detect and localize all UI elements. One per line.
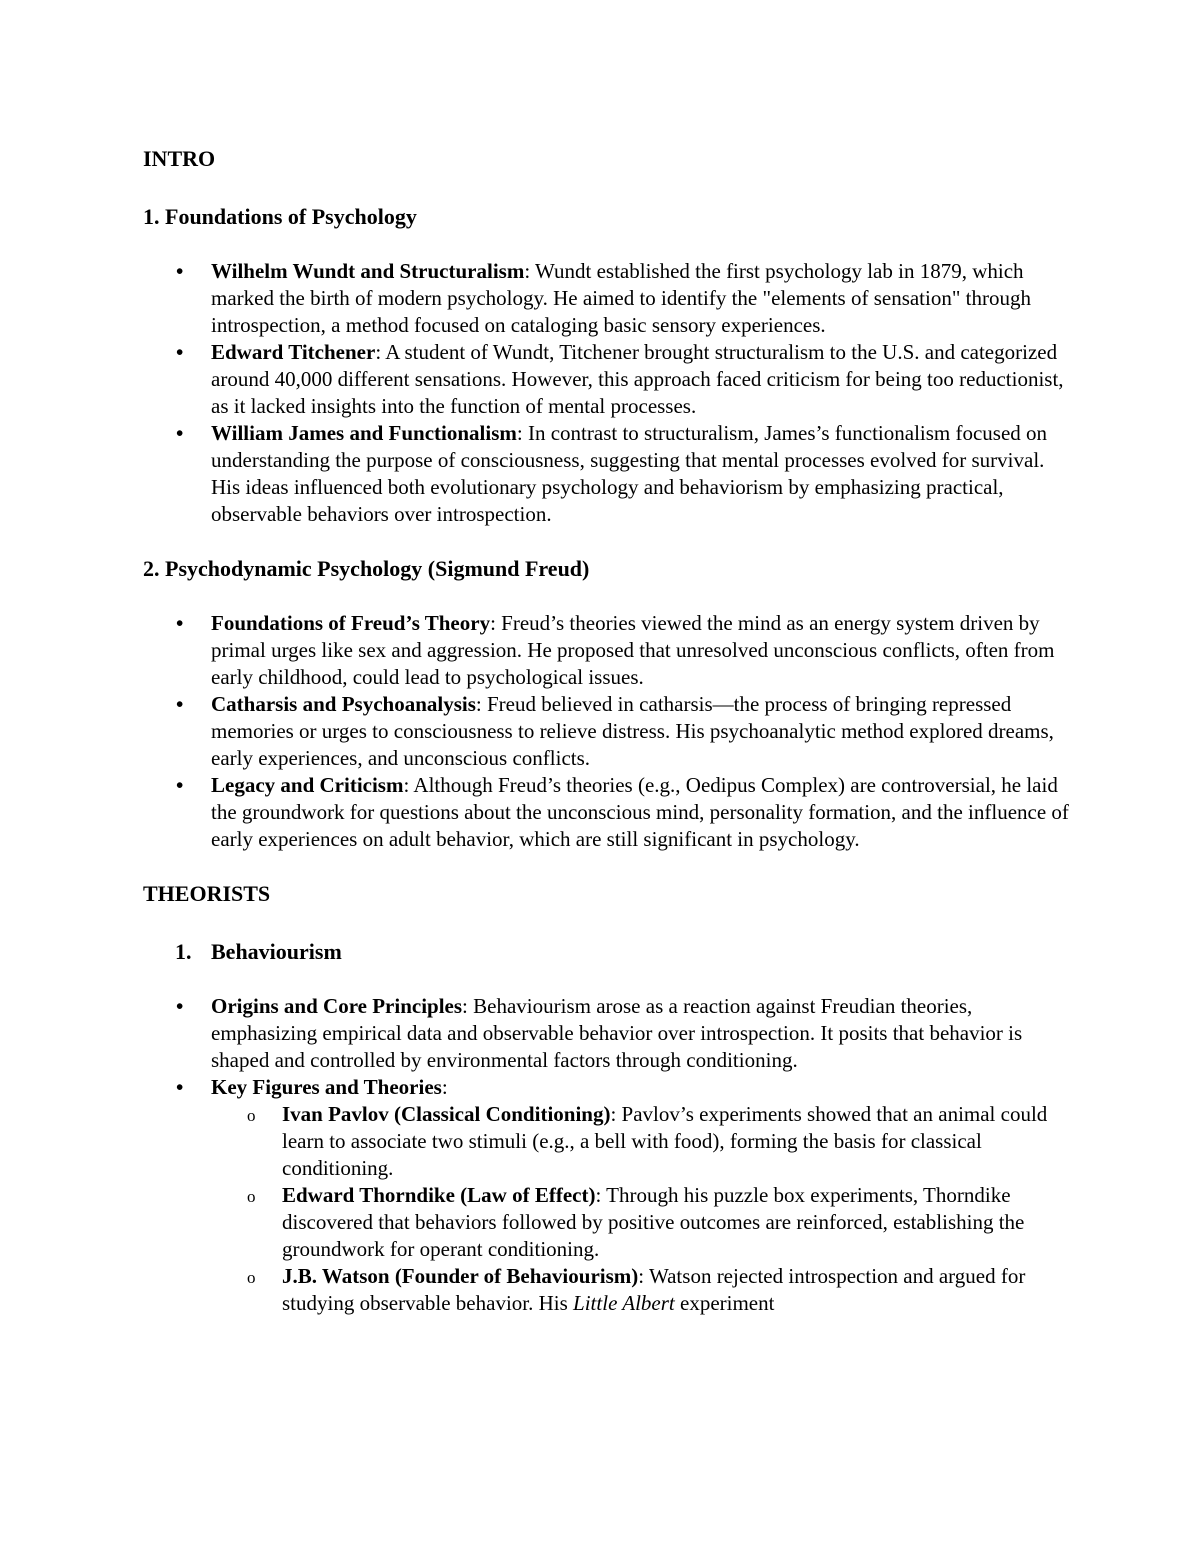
list-item <box>143 339 1073 420</box>
list-item <box>143 772 1073 853</box>
text-freud-foundations: : Freud’s theories viewed the mind as an energy system driven by primal urges like sex and aggression. He proposed that unresolved unconscious conflicts, often from early childhood, could lead to psychological issues. <box>211 611 1055 689</box>
document-content <box>143 144 1073 1317</box>
bullet-icon: • <box>176 773 184 797</box>
sub-bullet-icon: o <box>247 1187 256 1206</box>
sub-list-item <box>211 1263 1073 1317</box>
section-title-foundations: 1. Foundations of Psychology <box>143 204 417 229</box>
bullet-icon: • <box>176 259 184 283</box>
text-little-albert: Little Albert <box>573 1291 675 1315</box>
bullet-icon: • <box>176 421 184 445</box>
term-titchener: Edward Titchener <box>211 340 376 364</box>
bullet-icon: • <box>176 340 184 364</box>
text-origins: : Behaviourism arose as a reaction against Freudian theories, emphasizing empirical data and observable behavior over introspection. It posits that behavior is shaped and controlled by environmental factors through conditioning. <box>211 994 1023 1072</box>
bullet-icon: • <box>176 994 184 1018</box>
text-pavlov: : Pavlov’s experiments showed that an animal could learn to associate two stimuli (e.g., a bell with food), forming the basis for classical conditioning. <box>282 1102 1048 1180</box>
text-watson-after: experiment <box>674 1291 775 1315</box>
section-title-behaviourism <box>143 937 1073 967</box>
section-number: 1. <box>175 939 192 964</box>
term-catharsis: Catharsis and Psychoanalysis <box>211 692 476 716</box>
theorists-heading: THEORISTS <box>143 881 271 906</box>
term-origins: Origins and Core Principles <box>211 994 463 1018</box>
section-name: Behaviourism <box>211 939 342 964</box>
term-pavlov: Ivan Pavlov (Classical Conditioning) <box>282 1102 611 1126</box>
sub-list-item <box>211 1182 1073 1263</box>
text-james: : In contrast to structuralism, James’s functionalism focused on understanding the purpose of consciousness, suggesting that mental processes evolved for survival. His ideas influenced both evolutionary psychology and behaviorism by emphasizing practical, observable behaviors over introspection. <box>211 421 1048 526</box>
term-freud-foundations: Foundations of Freud’s Theory <box>211 611 491 635</box>
term-james: William James and Functionalism <box>211 421 517 445</box>
term-thorndike: Edward Thorndike (Law of Effect) <box>282 1183 596 1207</box>
text-key-figures: : <box>441 1075 448 1099</box>
term-watson: J.B. Watson (Founder of Behaviourism) <box>282 1264 639 1288</box>
text-titchener: : A student of Wundt, Titchener brought structuralism to the U.S. and categorized around 40,000 different sensations. However, this approach faced criticism for being too reductionist, as it lacked insights into the function of mental processes. <box>211 340 1064 418</box>
bullet-icon: • <box>176 692 184 716</box>
list-item <box>143 691 1073 772</box>
psychodynamic-list <box>143 610 1073 853</box>
intro-heading: INTRO <box>143 146 216 171</box>
behaviourism-list <box>143 993 1073 1317</box>
text-catharsis: : Freud believed in catharsis—the process of bringing repressed memories or urges to consciousness to relieve distress. His psychoanalytic method explored dreams, early experiences, and unconscious conflicts. <box>211 692 1054 770</box>
term-key-figures: Key Figures and Theories <box>211 1075 442 1099</box>
bullet-icon: • <box>176 611 184 635</box>
list-item <box>143 610 1073 691</box>
term-legacy: Legacy and Criticism <box>211 773 404 797</box>
bullet-icon: • <box>176 1075 184 1099</box>
list-item <box>143 258 1073 339</box>
list-item <box>143 1074 1073 1317</box>
sub-bullet-icon: o <box>247 1268 256 1287</box>
foundations-list <box>143 258 1073 528</box>
sub-list-item <box>211 1101 1073 1182</box>
text-wundt: : Wundt established the first psychology lab in 1879, which marked the birth of modern psychology. He aimed to identify the "elements of sensation" through introspection, a method focused on cataloging basic sensory experiences. <box>211 259 1032 337</box>
list-item <box>143 993 1073 1074</box>
key-figures-sublist <box>143 1101 1073 1317</box>
text-thorndike: : Through his puzzle box experiments, Thorndike discovered that behaviors followed by positive outcomes are reinforced, establishing the groundwork for operant conditioning. <box>282 1183 1025 1261</box>
text-watson: : Watson rejected introspection and argued for studying observable behavior. His <box>282 1264 1026 1315</box>
term-wundt: Wilhelm Wundt and Structuralism <box>211 259 525 283</box>
text-legacy: : Although Freud’s theories (e.g., Oedipus Complex) are controversial, he laid the groundwork for questions about the unconscious mind, personality formation, and the influence of early experiences on adult behavior, which are still significant in psychology. <box>211 773 1069 851</box>
list-item <box>143 420 1073 528</box>
section-title-psychodynamic: 2. Psychodynamic Psychology (Sigmund Freud) <box>143 556 590 581</box>
sub-bullet-icon: o <box>247 1106 256 1125</box>
